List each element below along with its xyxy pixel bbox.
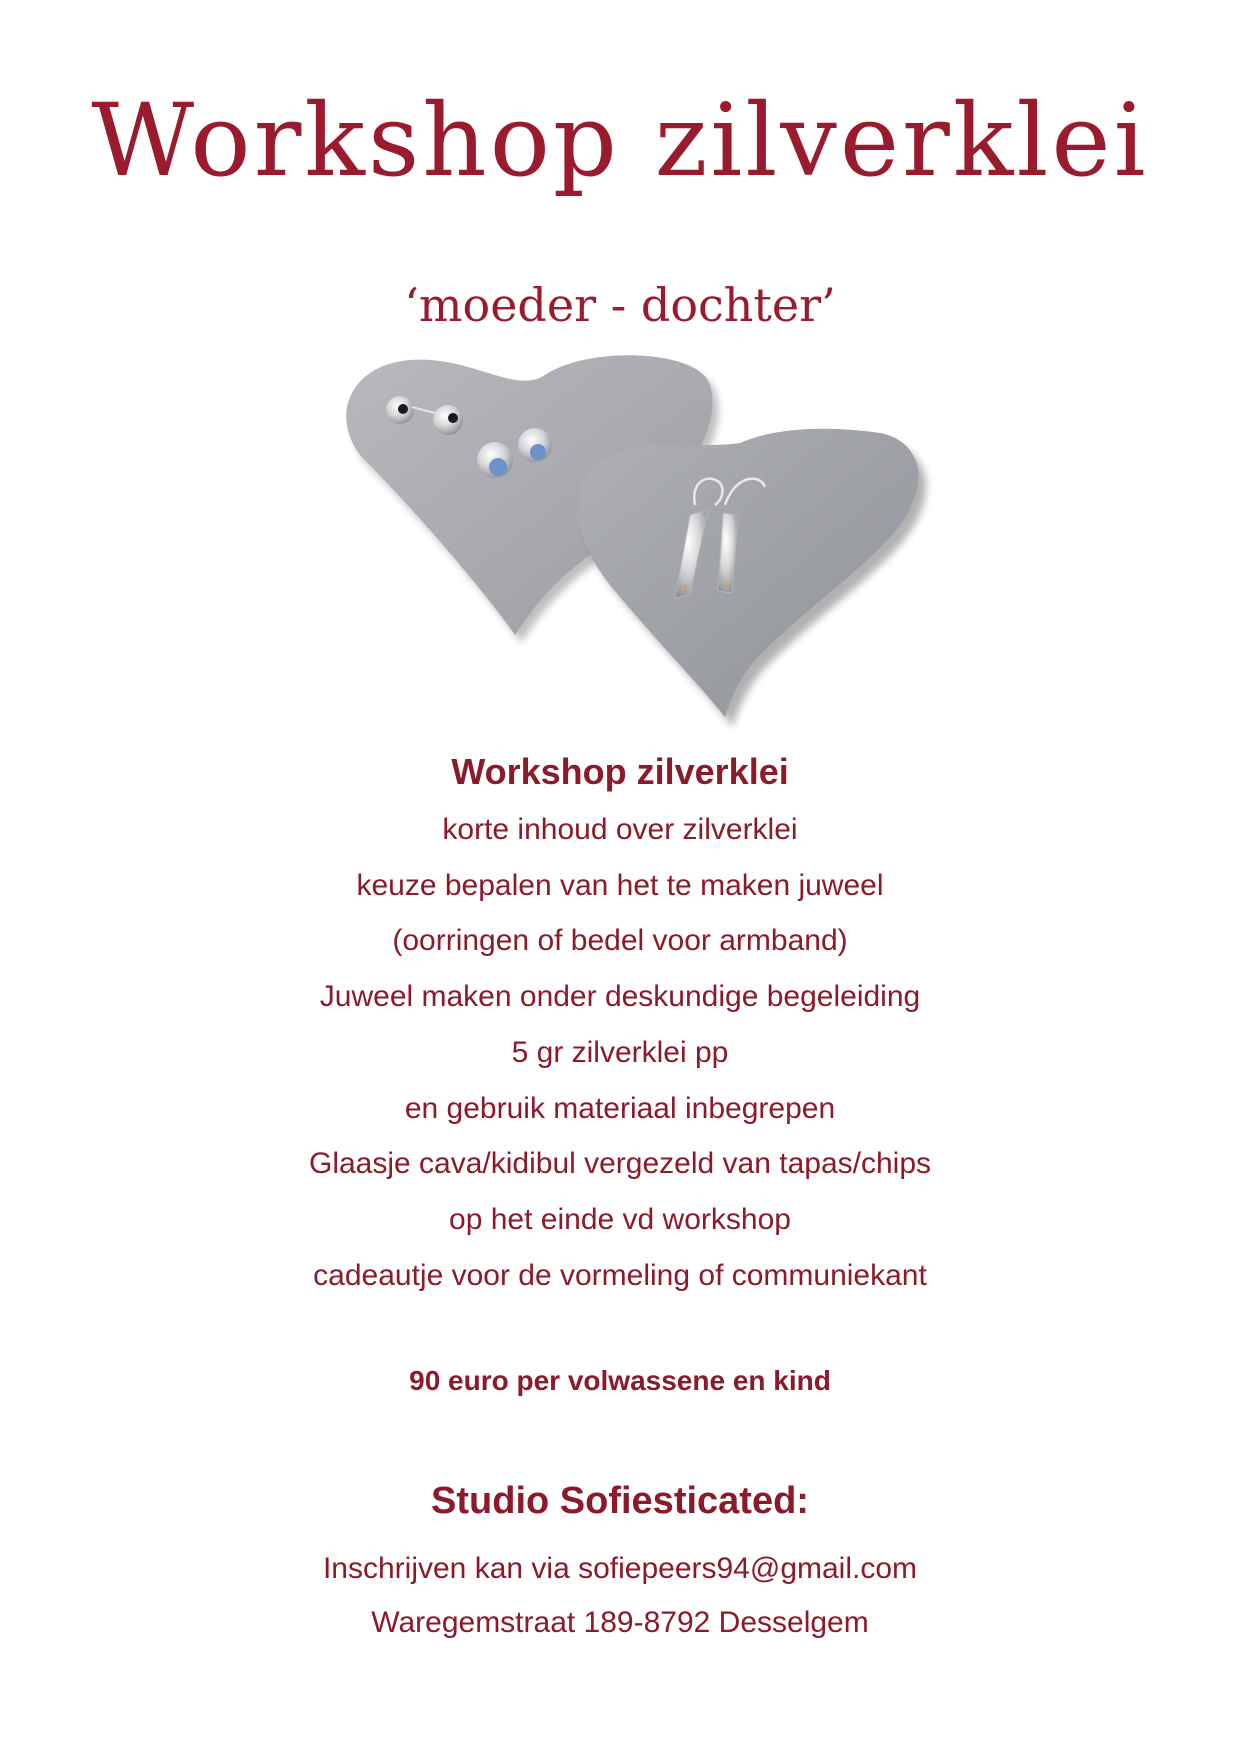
- detail-line: (oorringen of bedel voor armband): [392, 924, 848, 958]
- earrings-drop-photo: [577, 429, 926, 727]
- detail-line: korte inhoud over zilverklei: [442, 813, 798, 846]
- detail-line: keuze bepalen van het te maken juweel: [356, 868, 884, 902]
- detail-line: en gebruik materiaal inbegrepen: [404, 1091, 836, 1125]
- price-text: 90 euro per volwassene en kind: [409, 1365, 831, 1396]
- stud-earring-black-2: [433, 405, 463, 435]
- detail-line: cadeautje voor de vormeling of communiekant: [313, 1258, 927, 1292]
- detail-line: 5 gr zilverklei pp: [511, 1035, 729, 1069]
- signup-text: Inschrijven kan via sofiepeers94@gmail.com: [322, 1552, 918, 1585]
- studio-name: Studio Sofiesticated:: [431, 1480, 809, 1522]
- heart-photos: [340, 355, 1020, 745]
- page-subtitle: ‘moeder - dochter’: [404, 278, 836, 332]
- details-heading: Workshop zilverklei: [451, 751, 789, 792]
- stud-earring-blue-2: [518, 428, 552, 462]
- workshop-details: [0, 748, 1240, 1303]
- detail-line: Glaasje cava/kidibul vergezeld van tapas/chips: [308, 1147, 932, 1181]
- detail-line: Juweel maken onder deskundige begeleiding: [319, 980, 921, 1014]
- address-text: Waregemstraat 189-8792 Desselgem: [371, 1606, 869, 1639]
- stud-earring-blue-1: [477, 442, 513, 478]
- page-title: Workshop zilverklei: [91, 82, 1149, 199]
- detail-line: op het einde vd workshop: [449, 1202, 791, 1236]
- studio-contact: [0, 1476, 1240, 1650]
- stud-earring-black-1: [386, 396, 414, 424]
